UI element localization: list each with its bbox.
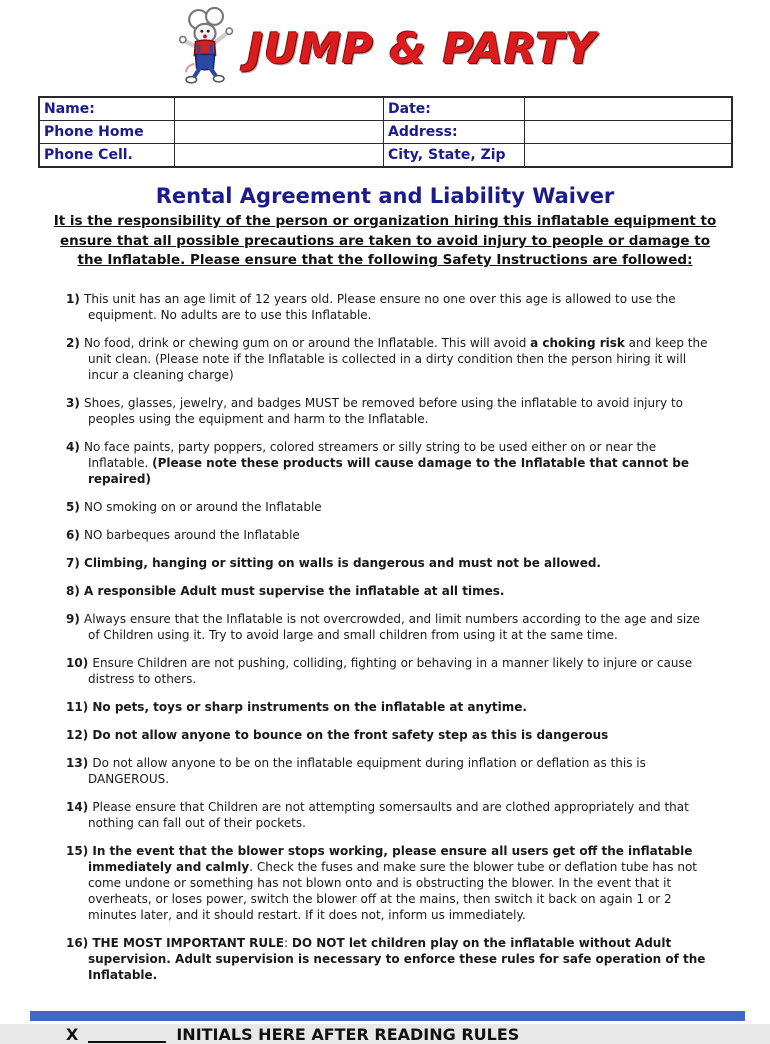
rule-text-segment: Shoes, glasses, jewelry, and badges MUST be removed before using the inflatable to avoid injury to peoples using the equipment and harm to the Inflatable. [84,395,684,426]
rule-item [66,555,714,571]
rule-text-segment: . Check the fuses and make sure the blower tube or deflation tube has not come undone or something has not blown onto and is obstructing the blower. In the event that it overheats, or loses power, switch the blower off at the mains, then switch it back on again 1 or 2 minutes later, and it should restart. If it does not, inform us immediately. [88,859,697,922]
table-row [39,144,732,168]
rule-number: 5) [66,499,85,514]
rule-number: 16) [66,935,93,950]
jumping-mouse-mascot-icon [173,9,237,85]
rule-number: 15) [66,843,93,858]
rule-number: 1) [66,291,85,306]
date-label: Date: [384,97,525,121]
address-label: Address: [384,121,525,144]
phone-home-label: Phone Home [39,121,175,144]
name-label: Name: [39,97,175,121]
page-title: Rental Agreement and Liability Waiver [155,184,615,208]
rule-item [66,655,714,687]
rule-item [66,527,714,543]
rule-item [66,395,714,427]
rule-text-segment: (Please note these products will cause damage to the Inflatable that cannot be repaired) [88,455,690,486]
rule-number: 8) [66,583,85,598]
intro-paragraph: It is the responsibility of the person or organization hiring this inflatable equipment to ensure that all possible precautions are taken to avoid injury to people or damage to the Inflatable. Please ensure that the following Safety Instructions are followed: [53,213,717,269]
rule-text-segment: Do not allow anyone to be on the inflatable equipment during inflation or deflation as this is DANGEROUS. [88,755,646,786]
rule-item [66,335,714,383]
rule-text-segment: A responsible Adult must supervise the inflatable at all times. [84,583,505,598]
rule-text-segment: No pets, toys or sharp instruments on the inflatable at anytime. [92,699,527,714]
rule-number: 6) [66,527,85,542]
initials-instruction: INITIALS HERE AFTER READING RULES [176,1024,520,1044]
logo [0,0,770,88]
date-field[interactable] [525,97,733,121]
rule-number: 3) [66,395,85,410]
rule-text-segment: In the event that the blower stops working, please ensure all users get off the inflatable immediately and calmly [88,843,693,874]
rule-number: 2) [66,335,85,350]
city-state-zip-label: City, State, Zip [384,144,525,168]
phone-cell-label: Phone Cell. [39,144,175,168]
rule-text-segment: NO barbeques around the Inflatable [84,527,300,542]
rule-text-segment: Ensure Children are not pushing, colliding, fighting or behaving in a manner likely to injure or cause distress to others. [88,655,693,686]
rule-text-segment: : [284,935,292,950]
rule-item [66,755,714,787]
customer-info-table [38,96,733,168]
rule-text-segment: DO NOT let children play on the inflatable without Adult supervision. Adult supervision is necessary to enforce these rules for safe operation of the Inflatable. [88,935,706,982]
rule-item [66,935,714,983]
rule-number: 9) [66,611,85,626]
address-field[interactable] [525,121,733,144]
rule-number: 7) [66,555,85,570]
rule-text-segment: No face paints, party poppers, colored streamers or silly string to be used either on or near the Inflatable. [84,439,657,470]
rule-number: 12) [66,727,93,742]
rule-text-segment: Always ensure that the Inflatable is not overcrowded, and limit numbers according to the age and size of Children using it. Try to avoid large and small children from using it at the same time. [84,611,700,642]
rule-text-segment: and keep the unit clean. (Please note if the Inflatable is collected in a dirty condition then the person hiring it will incur a cleaning charge) [88,335,708,382]
rule-item [66,499,714,515]
initials-line [66,1025,770,1044]
table-row [39,97,732,121]
rule-item [66,799,714,831]
table-row [39,121,732,144]
rule-item [66,291,714,323]
initials-blank-line[interactable] [88,1027,166,1043]
rule-item [66,727,714,743]
rule-number: 14) [66,799,93,814]
phone-home-field[interactable] [175,121,384,144]
rule-text-segment: Do not allow anyone to bounce on the front safety step as this is dangerous [92,727,609,742]
rules-list [66,291,714,983]
x-mark-label: X [66,1024,79,1044]
city-state-zip-field[interactable] [525,144,733,168]
rule-text-segment: Please ensure that Children are not attempting somersaults and are clothed appropriately and that nothing can fall out of their pockets. [88,799,689,830]
name-field[interactable] [175,97,384,121]
rule-item [66,583,714,599]
rule-item [66,843,714,923]
rule-text-segment: This unit has an age limit of 12 years old. Please ensure no one over this age is allowed to use the equipment. No adults are to use this Inflatable. [84,291,676,322]
rule-text-segment: No food, drink or chewing gum on or around the Inflatable. This will avoid [84,335,531,350]
rule-number: 11) [66,699,93,714]
rule-item [66,611,714,643]
rule-text-segment: NO smoking on or around the Inflatable [84,499,322,514]
rule-item [66,699,714,715]
rule-number: 13) [66,755,93,770]
rule-item [66,439,714,487]
rule-number: 4) [66,439,85,454]
rule-number: 10) [66,655,93,670]
footer-bar [30,1011,745,1021]
rule-text-segment: a choking risk [530,335,625,350]
rule-text-segment: Climbing, hanging or sitting on walls is dangerous and must not be allowed. [84,555,601,570]
brand-name: JUMP & PARTY [247,23,597,73]
rule-text-segment: THE MOST IMPORTANT RULE [92,935,285,950]
phone-cell-field[interactable] [175,144,384,168]
